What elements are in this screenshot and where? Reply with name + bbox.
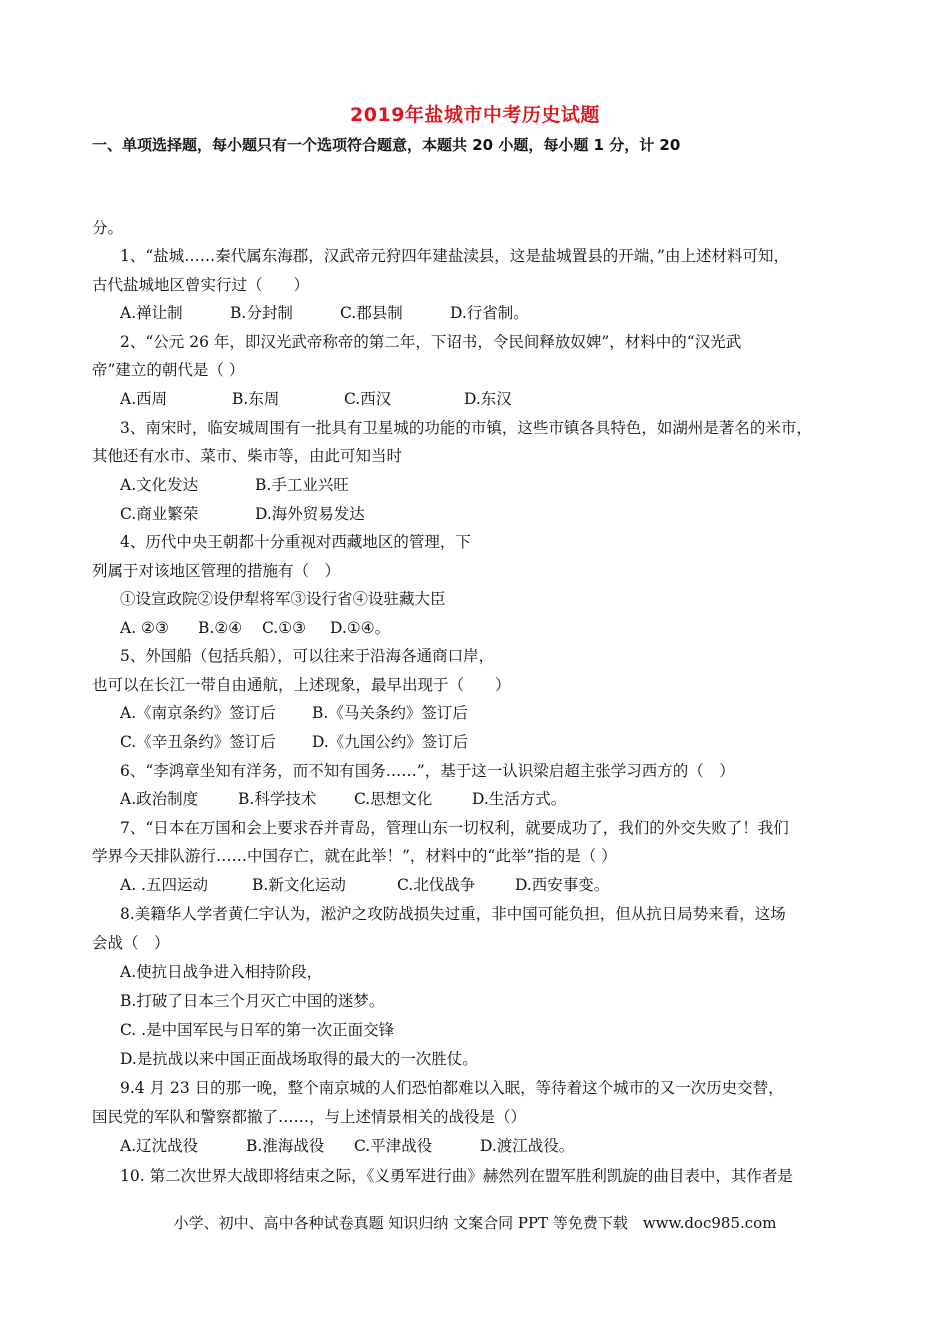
question-4-stem: ①设宣政院②设伊犁将军③设行省④设驻藏大臣: [120, 590, 446, 608]
option: D.生活方式。: [472, 790, 567, 808]
option: C.西汉: [344, 390, 392, 408]
question-8-stem: 8.美籍华人学者黄仁宇认为，淞沪之攻防战损失过重，非中国可能负担，但从抗日局势来看，这场: [120, 905, 786, 923]
option: A.西周: [120, 390, 168, 408]
option: A. ②③: [120, 619, 169, 637]
question-10-stem: 10. 第二次世界大战即将结束之际，《义勇军进行曲》赫然列在盟军胜利凯旋的曲目表中，其作者是: [120, 1167, 793, 1185]
question-9-stem: 国民党的军队和警察都撤了……，与上述情景相关的战役是（）: [92, 1108, 527, 1126]
option: D.①④。: [330, 619, 391, 637]
question-4-options: [120, 618, 390, 638]
section-heading: 一、单项选择题，每小题只有一个选项符合题意，本题共 20 小题，每小题 1 分，计 20: [92, 136, 681, 154]
question-3-options: [120, 475, 349, 495]
option: B.②④: [198, 619, 243, 637]
option: A. .五四运动: [120, 876, 208, 894]
question-1-stem: 古代盐城地区曾实行过（ ）: [92, 276, 310, 294]
question-4-stem: 4、历代中央王朝都十分重视对西藏地区的管理，下: [120, 533, 471, 551]
option: B.《马关条约》签订后: [312, 704, 468, 722]
question-5-options: [120, 703, 468, 723]
question-7-options: [120, 875, 609, 895]
option: D.渡江战役。: [480, 1137, 575, 1155]
option: D.西安事变。: [515, 876, 610, 894]
option: D.《九国公约》签订后: [312, 733, 469, 751]
option: B.东周: [232, 390, 280, 408]
option: C.①③: [262, 619, 307, 637]
option: C.郡县制: [340, 304, 403, 322]
question-8-option: D.是抗战以来中国正面战场取得的最大的一次胜仗。: [120, 1050, 478, 1068]
option: B.分封制: [230, 304, 293, 322]
question-9-stem: 9.4 月 23 日的那一晚，整个南京城的人们恐怕都难以入眠，等待着这个城市的又一次历史交替，: [120, 1079, 784, 1097]
question-1-stem: 1、“盐城……秦代属东海郡，汉武帝元狩四年建盐渎县，这是盐城置县的开端，”由上述材料可知，: [120, 247, 789, 265]
section-heading-tail: 分。: [92, 219, 124, 237]
option: D.行省制。: [450, 304, 529, 322]
option: A.《南京条约》签订后: [120, 704, 276, 722]
option: B.新文化运动: [252, 876, 346, 894]
question-5-stem: 也可以在长江一带自由通航，上述现象，最早出现于（ ）: [92, 676, 511, 694]
option: C.思想文化: [354, 790, 433, 808]
question-3-stem: 其他还有水市、菜市、柴市等，由此可知当时: [92, 447, 403, 465]
question-5-stem: 5、外国船（包括兵船），可以往来于沿海各通商口岸，: [120, 647, 495, 665]
option: C.《辛丑条约》签订后: [120, 733, 276, 751]
option: B.淮海战役: [246, 1137, 325, 1155]
option: A.政治制度: [120, 790, 199, 808]
option: B.科学技术: [238, 790, 317, 808]
option: C.商业繁荣: [120, 505, 199, 523]
option: A.辽沈战役: [120, 1137, 199, 1155]
question-7-stem: 学界今天排队游行……中国存亡，就在此举！”，材料中的“此举”指的是（ ）: [92, 847, 617, 865]
footer-text: 小学、初中、高中各种试卷真题 知识归纳 文案合同 PPT 等免费下载 www.doc985.com: [173, 1214, 777, 1232]
question-2-stem: 帝”建立的朝代是（ ）: [92, 361, 245, 379]
option: C.平津战役: [354, 1137, 433, 1155]
question-1-options: [120, 303, 529, 323]
question-3-stem: 3、南宋时，临安城周围有一批具有卫星城的功能的市镇，这些市镇各具特色，如湖州是著名的米市，: [120, 419, 812, 437]
option: D.东汉: [464, 390, 512, 408]
question-2-stem: 2、“公元 26 年，即汉光武帝称帝的第二年，下诏书，令民间释放奴婢”，材料中的“汉光武: [120, 333, 742, 351]
question-5-options: [120, 732, 468, 752]
question-2-options: [120, 389, 512, 409]
option: B.手工业兴旺: [255, 476, 349, 494]
question-3-options: [120, 504, 365, 524]
question-6-stem: 6、“李鸿章坐知有洋务，而不知有国务……”，基于这一认识梁启超主张学习西方的（ ）: [120, 762, 735, 780]
page-title: 2019年盐城市中考历史试题: [350, 104, 600, 126]
question-8-option: A.使抗日战争进入相持阶段，: [120, 963, 323, 981]
question-4-stem: 列属于对该地区管理的措施有（ ）: [92, 562, 341, 580]
option: A.禅让制: [120, 304, 183, 322]
question-9-options: [120, 1136, 574, 1156]
question-8-stem: 会战（ ）: [92, 934, 170, 952]
question-6-options: [120, 789, 566, 809]
question-7-stem: 7、“日本在万国和会上要求吞并青岛，管理山东一切权利，就要成功了，我们的外交失败了！我们: [120, 819, 789, 837]
question-8-option: B.打破了日本三个月灭亡中国的迷梦。: [120, 992, 385, 1010]
option: D.海外贸易发达: [255, 505, 365, 523]
option: C.北伐战争: [397, 876, 476, 894]
option: A.文化发达: [120, 476, 199, 494]
question-8-option: C. .是中国军民与日军的第一次正面交锋: [120, 1021, 395, 1039]
